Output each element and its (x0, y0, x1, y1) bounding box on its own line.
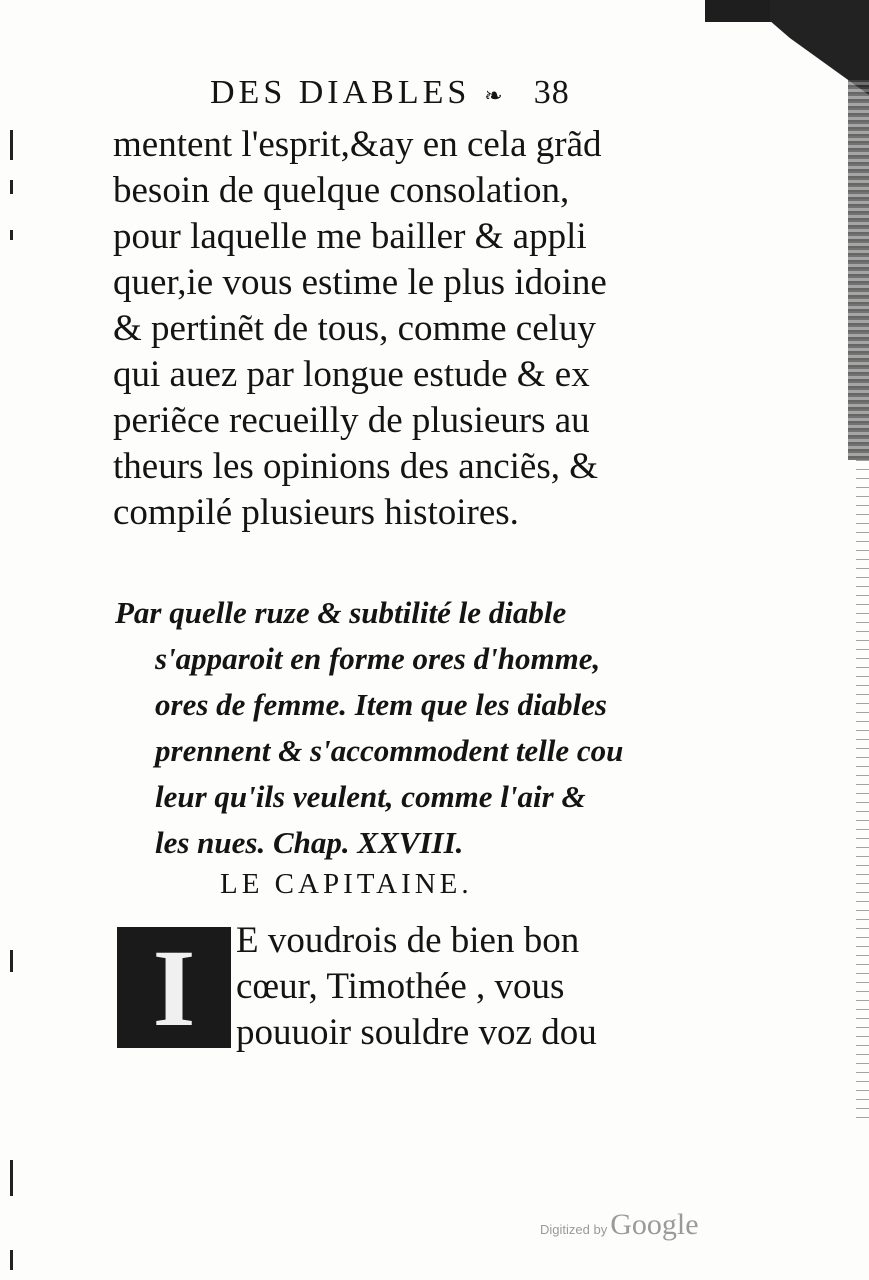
chapter-line: les nues. Chap. XXVIII. (155, 825, 464, 860)
running-head (210, 74, 630, 112)
chapter-line: Par quelle ruze & subtilité le diable (115, 595, 567, 630)
chapter-line: prennent & s'accommodent telle cou (155, 733, 624, 768)
running-head-title: DES DIABLES (210, 74, 471, 111)
paragraph (236, 918, 646, 1056)
chapter-line: leur qu'ils veulent, comme l'air & (155, 779, 586, 814)
chapter-heading (115, 590, 655, 866)
binding-margin-marks (8, 120, 18, 1280)
body-text (113, 122, 643, 536)
paragraph-line: E voudrois de bien bon (236, 920, 580, 961)
google-logo: Google (610, 1208, 699, 1241)
body-line: qui auez par longue estude & ex (113, 354, 590, 395)
page-number: 38 (533, 74, 570, 111)
body-line: periẽce recueilly de plusieurs au (113, 400, 590, 441)
chapter-line: ores de femme. Item que les diables (155, 687, 607, 722)
body-line: quer,ie vous estime le plus idoine (113, 262, 607, 303)
watermark-prefix: Digitized by (540, 1222, 608, 1237)
body-line: & pertinẽt de tous, comme celuy (113, 308, 596, 349)
body-line: theurs les opinions des anciẽs, & (113, 446, 599, 487)
speaker-heading: LE CAPITAINE. (220, 868, 473, 900)
paragraph-line: pouuoir souldre voz dou (236, 1012, 597, 1053)
paragraph-line: cœur, Timothée , vous (236, 966, 565, 1007)
scan-edge-right-lower (856, 460, 869, 1120)
decorated-initial (117, 927, 231, 1048)
body-line: mentent l'esprit,&ay en cela grãd (113, 124, 602, 165)
body-line: pour laquelle me bailler & appli (113, 216, 587, 257)
fleuron-icon: ❧ (484, 83, 506, 108)
body-line: compilé plusieurs histoires. (113, 492, 519, 533)
body-line: besoin de quelque consolation, (113, 170, 570, 211)
digitization-watermark (540, 1208, 699, 1242)
initial-letter: I (152, 926, 196, 1049)
chapter-line: s'apparoit en forme ores d'homme, (155, 641, 601, 676)
scan-edge-right (848, 80, 869, 460)
